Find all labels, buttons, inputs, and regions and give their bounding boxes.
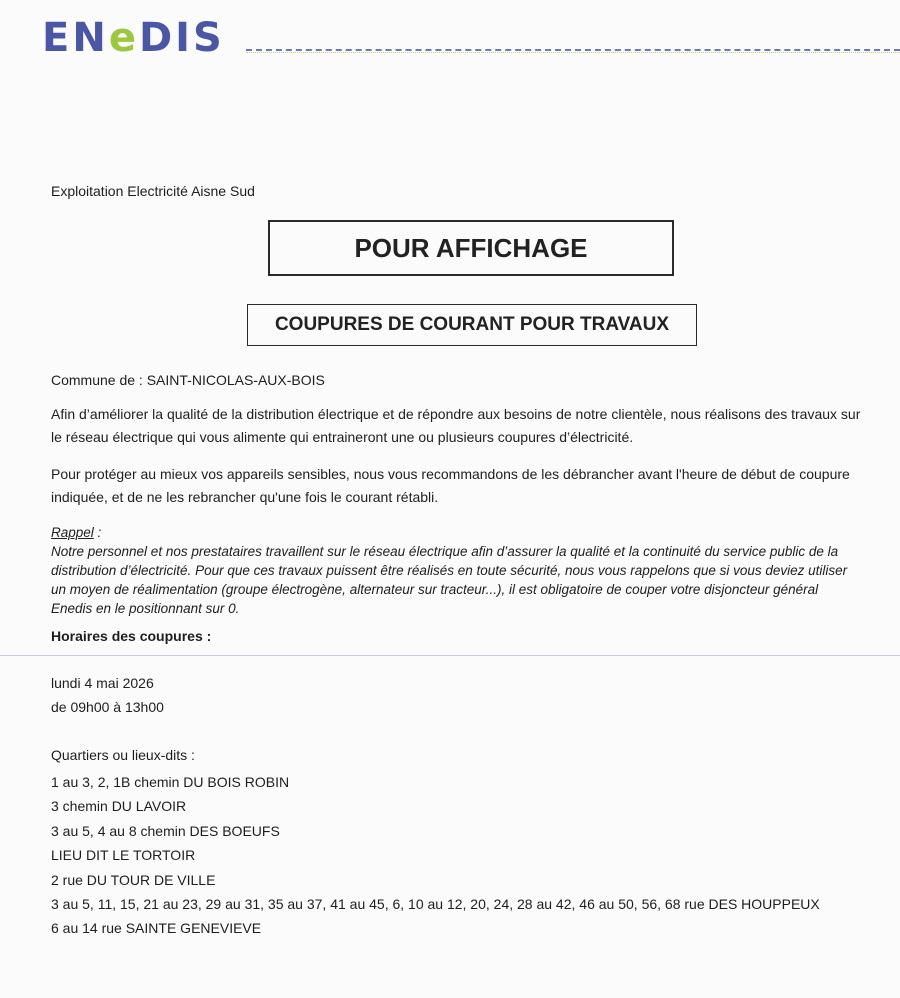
paragraph-recommendation: Pour protéger au mieux vos appareils sensibles, nous vous recommandons de les débrancher avant l'heure de début de coupure indiquée, et de ne les rebrancher qu'une fois le courant rétabli. — [51, 466, 850, 505]
logo-part-2: e — [108, 15, 139, 61]
header-divider — [246, 49, 900, 51]
paper-fold-line — [0, 655, 900, 656]
notice-subtitle: COUPURES DE COURANT POUR TRAVAUX — [247, 304, 697, 346]
paragraph-intro: Afin d’améliorer la qualité de la distribution électrique et de répondre aux besoins de notre clientèle, nous réalisons des travaux sur le réseau électrique qui vous alimente qui entraineront une ou plusieurs coupures d’électricité. — [51, 406, 861, 445]
rappel-block — [51, 523, 861, 618]
schedule-time: de 09h00 à 13h00 — [51, 699, 164, 715]
rappel-body: Notre personnel et nos prestataires travaillent sur le réseau électrique afin d’assurer la qualité et la continuité du service public de la distribution d’électricité. Pour que ces travaux puissent être réalisés en toute sécurité, nous vous rappelons que si vous deviez utiliser un moyen de réalimentation (groupe électrogène, alternateur sur tracteur...), il est obligatoire de couper votre disjoncteur général Enedis en le positionnant sur 0. — [51, 544, 848, 616]
rappel-title-suffix: : — [93, 525, 102, 540]
schedule-heading: Horaires des coupures : — [51, 628, 212, 644]
notice-title: POUR AFFICHAGE — [268, 220, 674, 276]
location-item: 3 au 5, 11, 15, 21 au 23, 29 au 31, 35 au 37, 41 au 45, 6, 10 au 12, 20, 24, 28 au 42, 46 au 50, 56, 68 rue DES HOUPPEUX — [51, 896, 820, 913]
location-item: 3 au 5, 4 au 8 chemin DES BOEUFS — [51, 822, 280, 839]
header-divider-accent — [246, 52, 900, 53]
location-item: 2 rue DU TOUR DE VILLE — [51, 871, 216, 888]
location-item: LIEU DIT LE TORTOIR — [51, 847, 196, 864]
schedule-date: lundi 4 mai 2026 — [51, 675, 154, 691]
logo-part-1: EN — [42, 15, 109, 61]
location-item: 6 au 14 rue SAINTE GENEVIEVE — [51, 920, 262, 937]
locations-heading: Quartiers ou lieux-dits : — [51, 747, 195, 763]
location-item: 1 au 3, 2, 1B chemin DU BOIS ROBIN — [51, 774, 290, 790]
enedis-logo — [42, 14, 225, 62]
location-item: 3 chemin DU LAVOIR — [51, 798, 187, 815]
service-name: Exploitation Electricité Aisne Sud — [51, 183, 255, 199]
logo-part-3: DIS — [138, 15, 225, 61]
rappel-title: Rappel — [51, 525, 94, 540]
commune-label: Commune de : SAINT-NICOLAS-AUX-BOIS — [51, 372, 325, 388]
locations-list — [51, 770, 820, 941]
